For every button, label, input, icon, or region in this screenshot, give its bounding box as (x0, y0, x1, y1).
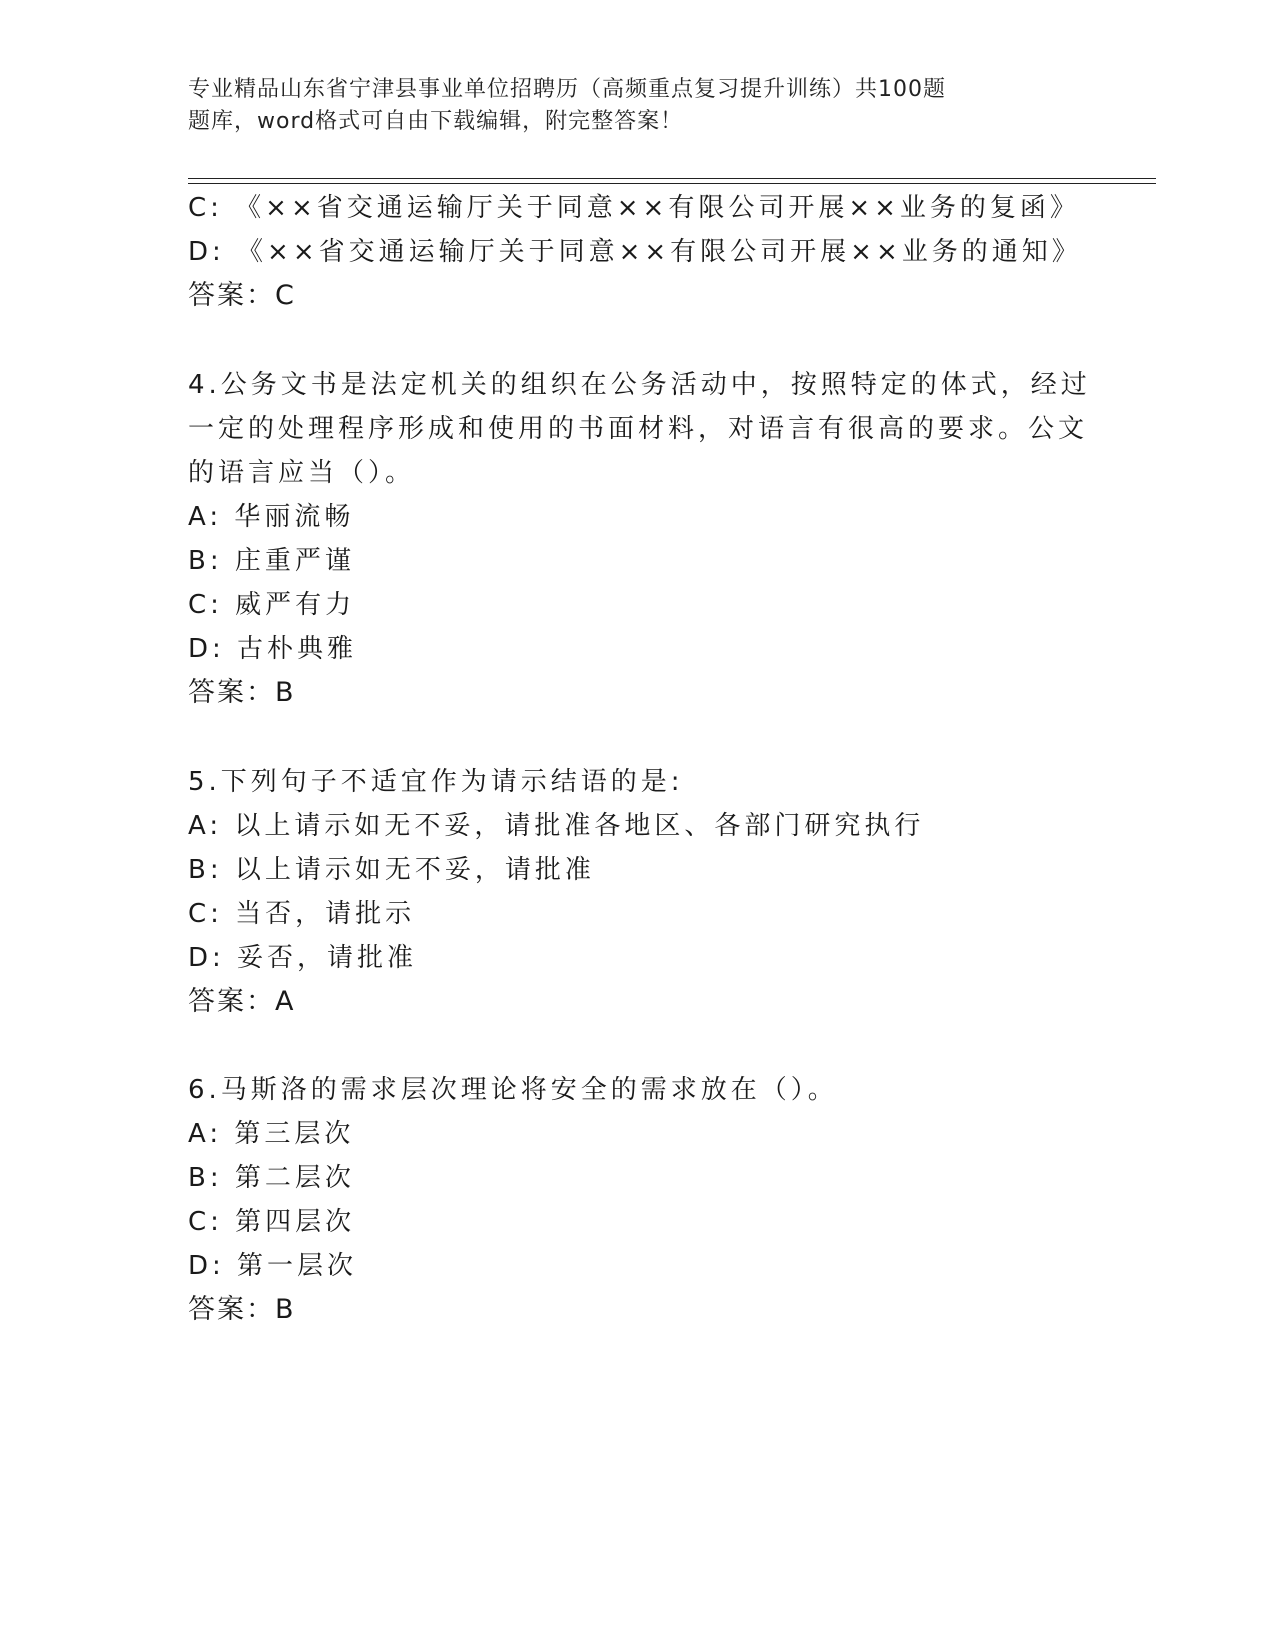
q4-stem-line-2: 一定的处理程序形成和使用的书面材料，对语言有很高的要求。公文 (188, 414, 1089, 444)
q3-answer: 答案：C (188, 280, 296, 311)
q5-option-d: D: 妥否，请批准 (188, 943, 418, 973)
q3-option-d: D: 《××省交通运输厅关于同意××有限公司开展××业务的通知》 (188, 237, 1082, 267)
q4-option-d: D: 古朴典雅 (188, 634, 358, 664)
q4-stem-line-1: 4.公务文书是法定机关的组织在公务活动中，按照特定的体式，经过 (188, 370, 1091, 400)
q6-option-d: D: 第一层次 (188, 1251, 358, 1281)
header-line-2: 题库，word格式可自由下载编辑，附完整答案！ (188, 109, 684, 134)
q4-option-b: B: 庄重严谨 (188, 546, 355, 576)
header-line-1: 专业精品山东省宁津县事业单位招聘历（高频重点复习提升训练）共100题 (188, 77, 946, 102)
q6-stem-line-1: 6.马斯洛的需求层次理论将安全的需求放在（）。 (188, 1075, 838, 1105)
q5-answer: 答案：A (188, 986, 296, 1017)
q4-option-a: A: 华丽流畅 (188, 502, 355, 532)
q6-option-a: A: 第三层次 (188, 1119, 355, 1149)
q6-answer: 答案：B (188, 1294, 296, 1325)
q5-stem-line-1: 5.下列句子不适宜作为请示结语的是: (188, 767, 684, 797)
header-rule-bottom (188, 183, 1156, 184)
header-rule-top (188, 178, 1156, 179)
q4-stem-line-3: 的语言应当（）。 (188, 458, 416, 488)
q4-option-c: C: 威严有力 (188, 590, 356, 620)
q4-answer: 答案：B (188, 677, 296, 708)
document-header (188, 74, 1068, 138)
q3-option-c: C: 《××省交通运输厅关于同意××有限公司开展××业务的复函》 (188, 193, 1080, 223)
q5-option-c: C: 当否，请批示 (188, 899, 416, 929)
q6-option-c: C: 第四层次 (188, 1207, 356, 1237)
q5-option-b: B: 以上请示如无不妥，请批准 (188, 855, 595, 885)
q6-option-b: B: 第二层次 (188, 1163, 355, 1193)
q5-option-a: A: 以上请示如无不妥，请批准各地区、各部门研究执行 (188, 811, 925, 841)
